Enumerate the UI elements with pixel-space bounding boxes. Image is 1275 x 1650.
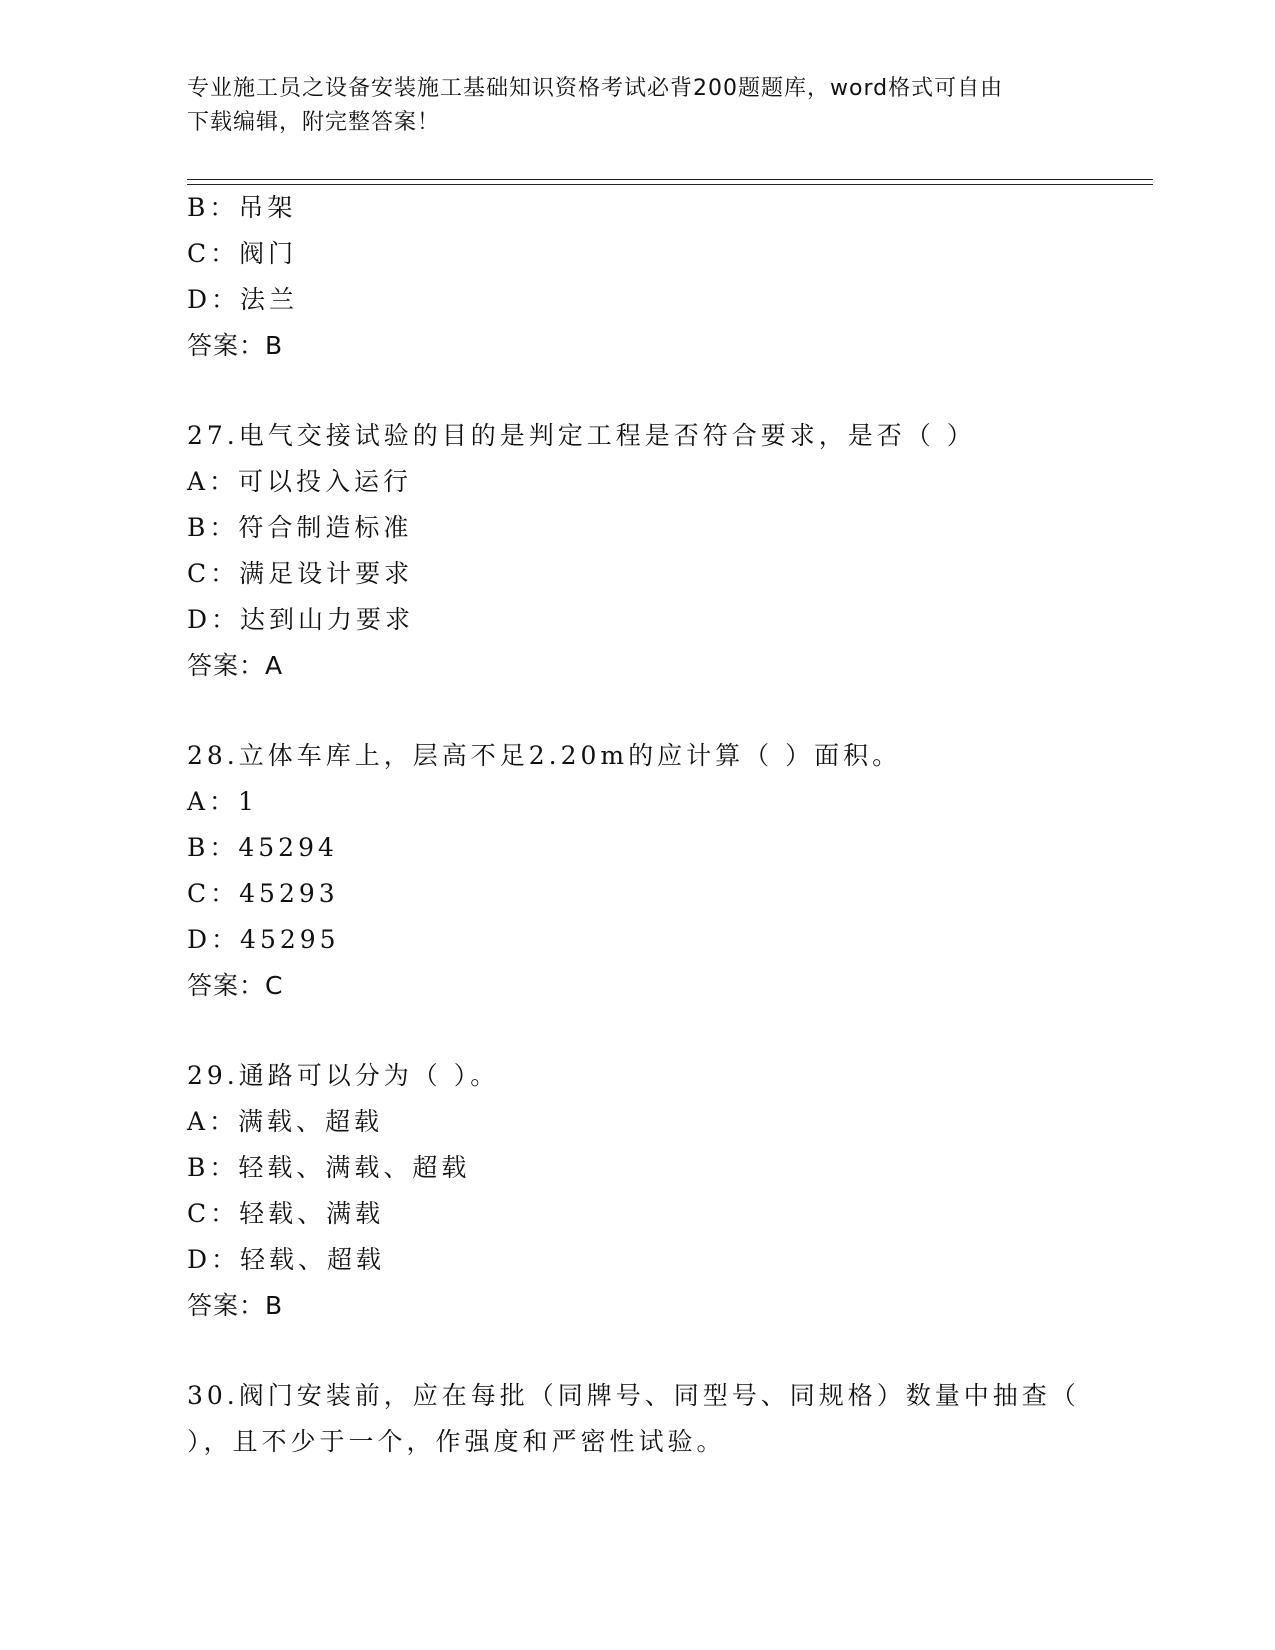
option-c: C：45293 xyxy=(187,879,339,908)
option-d: D：法兰 xyxy=(187,285,299,314)
header-rule-bottom xyxy=(187,184,1153,185)
document-header xyxy=(187,72,1087,140)
option-c: C：满足设计要求 xyxy=(187,559,414,588)
option-a: A：1 xyxy=(187,787,258,816)
answer: 答案：B xyxy=(187,331,284,360)
header-rule-top xyxy=(187,179,1153,180)
header-line-1: 专业施工员之设备安装施工基础知识资格考试必背200题题库，word格式可自由 xyxy=(187,76,1004,101)
option-c: C：阀门 xyxy=(187,239,298,268)
answer: 答案：A xyxy=(187,651,284,680)
answer: 答案：B xyxy=(187,1291,284,1320)
question-stem: 29.通路可以分为（ ）。 xyxy=(187,1061,500,1090)
question-stem: 27.电气交接试验的目的是判定工程是否符合要求，是否（ ） xyxy=(187,421,976,450)
option-d: D：轻载、超载 xyxy=(187,1245,386,1274)
option-b: B：吊架 xyxy=(187,193,297,222)
option-d: D：45295 xyxy=(187,925,340,954)
question-stem-line-2: ），且不少于一个，作强度和严密性试验。 xyxy=(187,1427,726,1456)
option-d: D：达到山力要求 xyxy=(187,605,415,634)
option-b: B：符合制造标准 xyxy=(187,513,413,542)
header-line-2: 下载编辑，附完整答案！ xyxy=(187,110,441,135)
answer: 答案：C xyxy=(187,971,284,1000)
option-a: A：可以投入运行 xyxy=(187,467,413,496)
option-b: B：轻载、满载、超载 xyxy=(187,1153,471,1182)
question-stem: 28.立体车库上，层高不足2.20m的应计算（ ）面积。 xyxy=(187,741,902,770)
option-b: B：45294 xyxy=(187,833,338,862)
question-stem-line-1: 30.阀门安装前，应在每批（同牌号、同型号、同规格）数量中抽查（ xyxy=(187,1381,1080,1410)
option-c: C：轻载、满载 xyxy=(187,1199,385,1228)
option-a: A：满载、超载 xyxy=(187,1107,384,1136)
